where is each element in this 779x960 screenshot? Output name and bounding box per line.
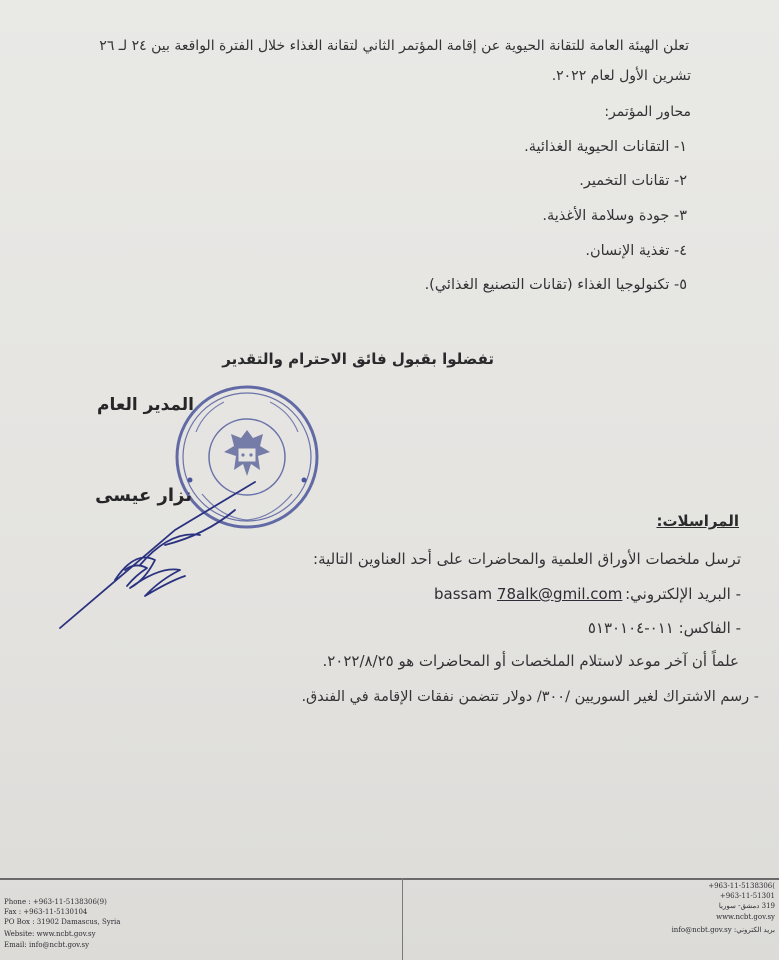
conference-axes-title: محاور المؤتمر: <box>604 104 691 120</box>
axis-item: ٥- تكنولوجيا الغذاء (تقانات التصنيع الغذائي). <box>424 277 687 293</box>
fax-line: - الفاكس: ٠١١-٥١٣٠١٠٤ <box>587 619 741 637</box>
footer-fax-ar: +963-11-51301 <box>719 892 775 900</box>
director-name: نزار عيسى <box>95 485 192 506</box>
intro-line-1: تعلن الهيئة العامة للتقانة الحيوية عن إقامة المؤتمر الثاني لتقانة الغذاء خلال الفترة الواقعة بين ٢٤ لـ ٢٦ <box>99 38 689 54</box>
email-label: - البريد الإلكتروني: <box>625 585 741 603</box>
closing-salutation: تفضلوا بقبول فائق الاحترام والتقدير <box>222 350 494 368</box>
email-user-prefix: bassam <box>434 585 497 603</box>
correspondence-intro: ترسل ملخصات الأوراق العلمية والمحاضرات على أحد العناوين التالية: <box>313 550 741 568</box>
correspondence-heading: المراسلات: <box>656 512 739 530</box>
handwritten-signature-icon <box>55 470 285 640</box>
axis-item: ٣- جودة وسلامة الأغذية. <box>542 208 687 224</box>
footer-divider <box>402 878 403 960</box>
footer-pobox: PO Box : 31902 Damascus, Syria <box>4 918 121 926</box>
intro-line-2: تشرين الأول لعام ٢٠٢٢. <box>551 68 691 84</box>
footer-email[interactable]: Email: info@ncbt.gov.sy <box>4 941 90 949</box>
fee-note: - رسم الاشتراك لغير السوريين /٣٠٠/ دولار تتضمن نفقات الإقامة في الفندق. <box>301 689 759 705</box>
footer-address-ar: 319 دمشق- سوريا <box>718 902 775 910</box>
footer-website[interactable]: Website: www.ncbt.gov.sy <box>4 930 96 938</box>
axis-item: ٤- تغذية الإنسان. <box>585 243 687 259</box>
deadline-note: علماً أن آخر موعد لاستلام الملخصات أو المحاضرات هو ٢٠٢٢/٨/٢٥. <box>322 652 739 670</box>
footer-website-ar[interactable]: www.ncbt.gov.sy <box>716 913 775 921</box>
axis-item: ٢- تقانات التخمير. <box>579 173 687 189</box>
email-address[interactable] <box>434 585 622 603</box>
axis-item: ١- التقانات الحيوية الغذائية. <box>524 139 687 155</box>
footer-phone-ar: +963-11-5138306( <box>708 882 775 890</box>
footer-phone: Phone : +963-11-5138306(9) <box>4 898 107 906</box>
director-title: المدير العام <box>97 395 194 415</box>
email-link[interactable]: 78alk@gmil.com <box>496 585 623 603</box>
footer-email-ar[interactable]: info@ncbt.gov.sy :بريد الكتروني <box>671 926 775 934</box>
footer-rule <box>0 878 779 880</box>
footer-fax: Fax : +963-11-5130104 <box>4 908 88 916</box>
